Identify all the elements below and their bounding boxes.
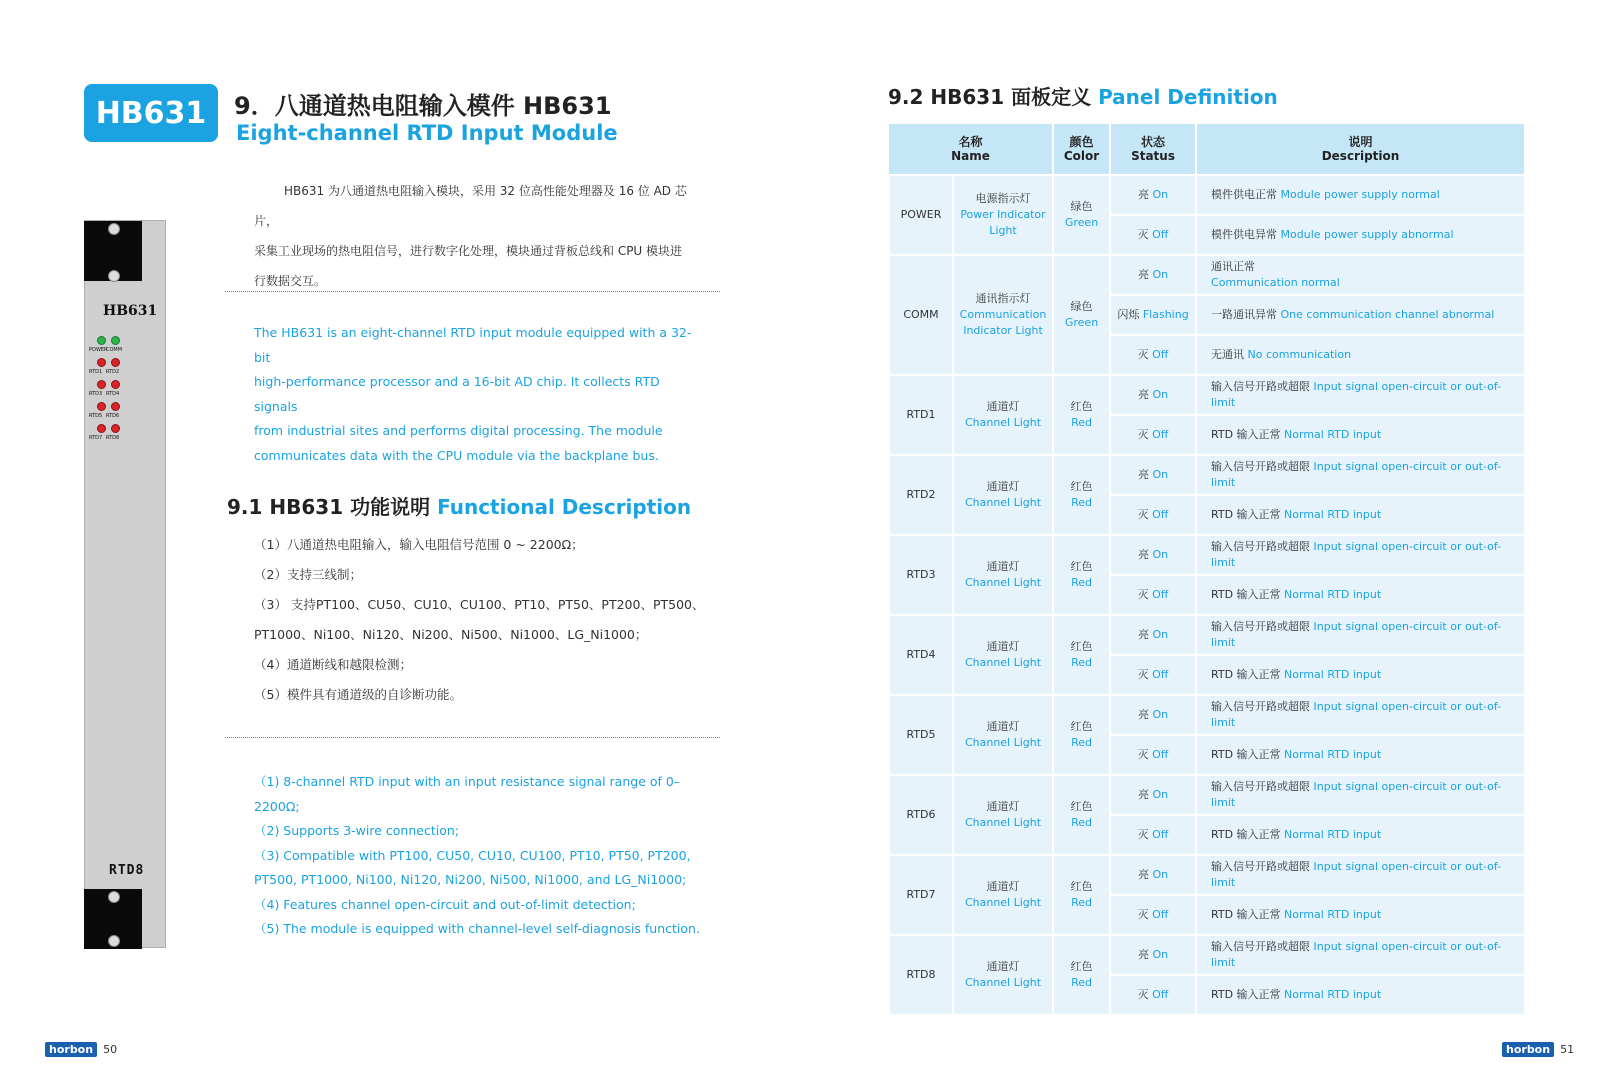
status-cell: 灭 Off — [1110, 215, 1196, 255]
led-indicator — [97, 336, 106, 345]
light-name: 电源指示灯 Power Indicator Light — [953, 175, 1053, 255]
screw-icon — [108, 270, 120, 282]
table-row — [889, 855, 1525, 895]
section-heading-cn: 9.2 HB631 面板定义 — [888, 85, 1092, 109]
status-cell: 亮 On — [1110, 855, 1196, 895]
light-name: 通道灯 Channel Light — [953, 615, 1053, 695]
section-heading-91 — [227, 491, 691, 520]
light-name: 通道灯 Channel Light — [953, 455, 1053, 535]
status-cell: 闪烁 Flashing — [1110, 295, 1196, 335]
page-title-en: Eight-channel RTD Input Module — [236, 121, 618, 145]
function-list-en — [254, 770, 714, 942]
status-cell: 亮 On — [1110, 615, 1196, 655]
section-heading-92 — [888, 81, 1278, 110]
light-color: 红色 Red — [1053, 775, 1110, 855]
intro-paragraph-en — [254, 321, 694, 468]
light-color: 绿色 Green — [1053, 175, 1110, 255]
status-cell: 亮 On — [1110, 535, 1196, 575]
intro-paragraph-cn — [254, 176, 694, 296]
module-name: HB631 — [103, 303, 158, 319]
intro-line: 采集工业现场的热电阻信号，进行数字化处理，模块通过背板总线和 CPU 模块进 — [254, 244, 683, 258]
footer-left — [45, 1042, 117, 1057]
description-cell: 一路通讯异常 One communication channel abnormal — [1196, 295, 1525, 335]
list-item: （5) The module is equipped with channel-level self-diagnosis function. — [254, 921, 700, 936]
description-cell: 输入信号开路或超限 Input signal open-circuit or out-of-limit — [1196, 615, 1525, 655]
table-row — [889, 375, 1525, 415]
status-cell: 灭 Off — [1110, 815, 1196, 855]
row-name: RTD1 — [889, 375, 953, 455]
page-title-cn: 9．八通道热电阻输入模件 HB631 — [234, 92, 612, 120]
row-name: RTD5 — [889, 695, 953, 775]
description-cell: 输入信号开路或超限 Input signal open-circuit or out-of-limit — [1196, 775, 1525, 815]
list-item: （4) Features channel open-circuit and out-of-limit detection; — [254, 896, 636, 912]
footer-right — [1502, 1042, 1574, 1057]
led-indicator — [111, 402, 120, 411]
light-color: 红色 Red — [1053, 935, 1110, 1015]
light-color: 红色 Red — [1053, 375, 1110, 455]
row-name: POWER — [889, 175, 953, 255]
light-color: 红色 Red — [1053, 535, 1110, 615]
led-label: RTD2 — [106, 369, 120, 375]
connector-bottom — [84, 889, 142, 949]
light-name: 通道灯 Channel Light — [953, 535, 1053, 615]
list-item: （2) Supports 3-wire connection; — [254, 823, 459, 838]
table-row — [889, 615, 1525, 655]
led-label: RTD4 — [106, 391, 120, 397]
list-item: （2）支持三线制； — [254, 567, 362, 582]
led-label: RTD5 — [89, 413, 103, 419]
status-cell: 灭 Off — [1110, 575, 1196, 615]
list-item: （4）通道断线和越限检测； — [254, 657, 412, 672]
function-list-cn — [254, 530, 714, 710]
description-cell: 输入信号开路或超限 Input signal open-circuit or out-of-limit — [1196, 535, 1525, 575]
led-indicator — [111, 336, 120, 345]
screw-icon — [108, 891, 120, 903]
description-cell: 输入信号开路或超限 Input signal open-circuit or out-of-limit — [1196, 455, 1525, 495]
intro-line: high-performance processor and a 16-bit AD chip. It collects RTD signals — [254, 374, 660, 414]
table-header-row — [889, 124, 1525, 175]
section-heading-cn: 9.1 HB631 功能说明 — [227, 495, 431, 519]
list-item: （3) Compatible with PT100, CU50, CU10, CU100, PT10, PT50, PT200, — [254, 847, 691, 863]
table-row — [889, 935, 1525, 975]
led-indicator — [111, 380, 120, 389]
led-indicator — [97, 380, 106, 389]
row-name: RTD6 — [889, 775, 953, 855]
description-cell: 模件供电正常 Module power supply normal — [1196, 175, 1525, 215]
light-name: 通道灯 Channel Light — [953, 695, 1053, 775]
list-item: （1) 8-channel RTD input with an input resistance signal range of 0–2200Ω; — [254, 774, 681, 814]
brand-logo: horbon — [1502, 1042, 1554, 1057]
led-indicator — [111, 424, 120, 433]
row-name: RTD2 — [889, 455, 953, 535]
status-cell: 亮 On — [1110, 455, 1196, 495]
list-item: （1）八通道热电阻输入，输入电阻信号范围 0 ~ 2200Ω； — [254, 537, 584, 552]
module-bottom-label: RTD8 — [109, 863, 145, 878]
description-cell: RTD 输入正常 Normal RTD input — [1196, 975, 1525, 1015]
light-color: 红色 Red — [1053, 615, 1110, 695]
intro-line: 行数据交互。 — [254, 274, 327, 288]
status-cell: 灭 Off — [1110, 735, 1196, 775]
status-cell: 亮 On — [1110, 175, 1196, 215]
status-cell: 亮 On — [1110, 695, 1196, 735]
section-heading-en: Functional Description — [437, 495, 692, 519]
led-label: COMM — [106, 347, 123, 353]
row-name: RTD8 — [889, 935, 953, 1015]
led-label: RTD3 — [89, 391, 103, 397]
status-cell: 灭 Off — [1110, 655, 1196, 695]
module-illustration — [84, 220, 166, 948]
intro-line: from industrial sites and performs digital processing. The module — [254, 423, 663, 438]
description-cell: RTD 输入正常 Normal RTD input — [1196, 575, 1525, 615]
led-label: POWER — [89, 347, 108, 353]
light-name: 通道灯 Channel Light — [953, 375, 1053, 455]
table-body — [889, 175, 1525, 1015]
description-cell: RTD 输入正常 Normal RTD input — [1196, 415, 1525, 455]
description-cell: 输入信号开路或超限 Input signal open-circuit or out-of-limit — [1196, 935, 1525, 975]
status-cell: 亮 On — [1110, 255, 1196, 295]
table-row — [889, 255, 1525, 295]
led-label: RTD1 — [89, 369, 103, 375]
table-row — [889, 695, 1525, 735]
row-name: RTD7 — [889, 855, 953, 935]
list-item: （5）模件具有通道级的自诊断功能。 — [254, 687, 462, 702]
list-item: PT1000、Ni100、Ni120、Ni200、Ni500、Ni1000、LG_Ni1000； — [254, 627, 648, 642]
list-item: PT500, PT1000, Ni100, Ni120, Ni200, Ni500, Ni1000, and LG_Ni1000; — [254, 872, 687, 887]
description-cell: 输入信号开路或超限 Input signal open-circuit or out-of-limit — [1196, 695, 1525, 735]
screw-icon — [108, 223, 120, 235]
row-name: COMM — [889, 255, 953, 375]
status-cell: 灭 Off — [1110, 895, 1196, 935]
light-name: 通道灯 Channel Light — [953, 775, 1053, 855]
light-name: 通道灯 Channel Light — [953, 855, 1053, 935]
connector-top — [84, 221, 142, 281]
light-color: 绿色 Green — [1053, 255, 1110, 375]
row-name: RTD4 — [889, 615, 953, 695]
description-cell: 输入信号开路或超限 Input signal open-circuit or out-of-limit — [1196, 855, 1525, 895]
table-row — [889, 455, 1525, 495]
status-cell: 亮 On — [1110, 775, 1196, 815]
intro-line: communicates data with the CPU module via the backplane bus. — [254, 447, 659, 463]
description-cell: RTD 输入正常 Normal RTD input — [1196, 495, 1525, 535]
table-row — [889, 775, 1525, 815]
status-cell: 灭 Off — [1110, 335, 1196, 375]
description-cell: RTD 输入正常 Normal RTD input — [1196, 815, 1525, 855]
description-cell: 模件供电异常 Module power supply abnormal — [1196, 215, 1525, 255]
led-indicator — [97, 424, 106, 433]
description-cell: 无通讯 No communication — [1196, 335, 1525, 375]
table-row — [889, 175, 1525, 215]
led-label: RTD7 — [89, 435, 103, 441]
led-label: RTD8 — [106, 435, 120, 441]
intro-line: The HB631 is an eight-channel RTD input module equipped with a 32-bit — [254, 325, 692, 365]
table-row — [889, 535, 1525, 575]
dotted-divider — [225, 291, 720, 292]
header-status: 状态 Status — [1110, 124, 1196, 175]
status-cell: 灭 Off — [1110, 495, 1196, 535]
screw-icon — [108, 935, 120, 947]
light-color: 红色 Red — [1053, 455, 1110, 535]
led-label: RTD6 — [106, 413, 120, 419]
section-heading-en: Panel Definition — [1098, 85, 1278, 109]
brand-logo: horbon — [45, 1042, 97, 1057]
status-cell: 亮 On — [1110, 375, 1196, 415]
page-number: 50 — [103, 1043, 118, 1056]
status-cell: 亮 On — [1110, 935, 1196, 975]
light-name: 通道灯 Channel Light — [953, 935, 1053, 1015]
row-name: RTD3 — [889, 535, 953, 615]
description-cell: RTD 输入正常 Normal RTD input — [1196, 655, 1525, 695]
light-color: 红色 Red — [1053, 855, 1110, 935]
light-color: 红色 Red — [1053, 695, 1110, 775]
status-cell: 灭 Off — [1110, 415, 1196, 455]
light-name: 通讯指示灯 Communication Indicator Light — [953, 255, 1053, 375]
description-cell: RTD 输入正常 Normal RTD input — [1196, 735, 1525, 775]
dotted-divider — [225, 737, 720, 738]
page-number: 51 — [1560, 1043, 1575, 1056]
header-color: 颜色 Color — [1053, 124, 1110, 175]
header-name: 名称 Name — [889, 124, 1053, 175]
led-indicator — [97, 358, 106, 367]
header-description: 说明 Description — [1196, 124, 1525, 175]
panel-definition-table — [888, 124, 1526, 1016]
led-indicator — [111, 358, 120, 367]
description-cell: 输入信号开路或超限 Input signal open-circuit or out-of-limit — [1196, 375, 1525, 415]
led-indicator — [97, 402, 106, 411]
description-cell: 通讯正常 Communication normal — [1196, 255, 1525, 295]
intro-line: HB631 为八通道热电阻输入模块，采用 32 位高性能处理器及 16 位 AD 芯片， — [254, 184, 687, 228]
list-item: （3） 支持PT100、CU50、CU10、CU100、PT10、PT50、PT200、PT500、 — [254, 597, 705, 612]
status-cell: 灭 Off — [1110, 975, 1196, 1015]
module-badge: HB631 — [84, 84, 218, 142]
description-cell: RTD 输入正常 Normal RTD input — [1196, 895, 1525, 935]
